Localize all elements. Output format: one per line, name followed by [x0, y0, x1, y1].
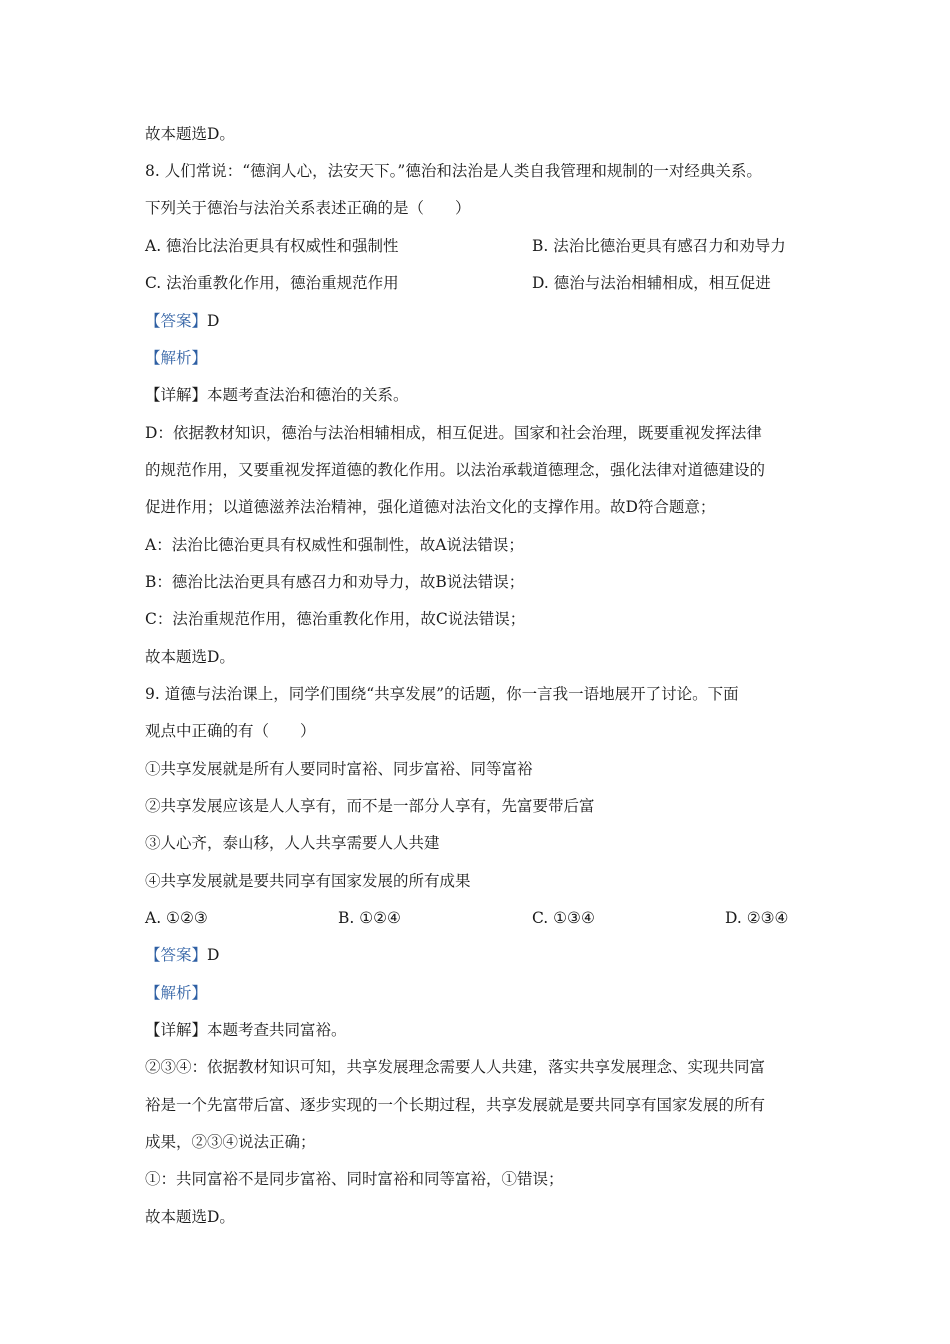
- q8-answer-value: D: [207, 312, 220, 330]
- q8-detail-line: D：依据教材知识，德治与法治相辅相成，相互促进。国家和社会治理，既要重视发挥法律: [145, 424, 762, 442]
- q8-detail-line: A：法治比德治更具有权威性和强制性，故A说法错误；: [145, 536, 524, 554]
- q9-statement-1: ①共享发展就是所有人要同时富裕、同步富裕、同等富裕: [145, 760, 533, 778]
- q9-answer-value: D: [207, 946, 220, 964]
- q8-stem-line1: 8. 人们常说：“德润人心，法安天下。”德治和法治是人类自我管理和规制的一对经典关系。: [145, 162, 762, 180]
- q9-detail: [145, 1020, 347, 1040]
- q8-detail-line: 的规范作用，又要重视发挥道德的教化作用。以法治承载道德理念，强化法律对道德建设的: [145, 461, 766, 479]
- q9-stem-line1: 9. 道德与法治课上，同学们围绕“共享发展”的话题，你一言我一语地展开了讨论。下面: [145, 685, 739, 703]
- q8-answer-tag: 【答案】: [145, 312, 208, 330]
- q8-option-d: D. 德治与法治相辅相成，相互促进: [532, 274, 771, 292]
- q8-option-a: A. 德治比法治更具有权威性和强制性: [145, 237, 399, 255]
- q8-analysis-label: 【解析】: [145, 349, 208, 367]
- q9-statement-3: ③人心齐，泰山移，人人共享需要人人共建: [145, 834, 440, 852]
- q9-answer-tag: 【答案】: [145, 946, 208, 964]
- q9-statement-4: ④共享发展就是要共同享有国家发展的所有成果: [145, 872, 471, 890]
- q9-detail-line: ②③④：依据教材知识可知，共享发展理念需要人人共建，落实共享发展理念、实现共同富: [145, 1058, 766, 1076]
- q8-option-c: C. 法治重教化作用，德治重规范作用: [145, 274, 399, 292]
- q8-detail-line: 促进作用；以道德滋养法治精神，强化道德对法治文化的支撑作用。故D符合题意；: [145, 498, 716, 516]
- q8-detail-line: B：德治比法治更具有感召力和劝导力，故B说法错误；: [145, 573, 525, 591]
- q9-analysis-tag: [145, 983, 207, 1003]
- q9-answer: [145, 945, 219, 965]
- q8-conclusion: 故本题选D。: [145, 648, 235, 666]
- q9-option-b: B. ①②④: [338, 909, 401, 927]
- q9-conclusion: 故本题选D。: [145, 1208, 235, 1226]
- q9-detail-line: 裕是一个先富带后富、逐步实现的一个长期过程，共享发展就是要共同享有国家发展的所有: [145, 1096, 766, 1114]
- q8-detail-intro: 本题考查法治和德治的关系。: [207, 386, 409, 404]
- q8-detail-tag: 【详解】: [145, 386, 208, 404]
- q8-stem-line2: 下列关于德治与法治关系表述正确的是（ ）: [145, 199, 471, 217]
- q8-detail-line: C：法治重规范作用，德治重教化作用，故C说法错误；: [145, 610, 526, 628]
- q9-option-a: A. ①②③: [145, 909, 208, 927]
- q8-option-b: B. 法治比德治更具有感召力和劝导力: [532, 237, 786, 255]
- q9-stem-line2: 观点中正确的有（ ）: [145, 722, 316, 740]
- q9-analysis-label: 【解析】: [145, 984, 208, 1002]
- q9-statement-2: ②共享发展应该是人人享有，而不是一部分人享有，先富要带后富: [145, 797, 595, 815]
- q9-detail-line: ①：共同富裕不是同步富裕、同时富裕和同等富裕，①错误；: [145, 1170, 564, 1188]
- q9-detail-tag: 【详解】: [145, 1021, 208, 1039]
- q8-answer: [145, 311, 219, 331]
- q9-option-d: D. ②③④: [725, 909, 789, 927]
- q8-detail: [145, 385, 409, 405]
- q9-detail-intro: 本题考查共同富裕。: [207, 1021, 347, 1039]
- q9-option-c: C. ①③④: [532, 909, 595, 927]
- q8-analysis-tag: [145, 348, 207, 368]
- q9-detail-line: 成果，②③④说法正确；: [145, 1133, 316, 1151]
- q7-conclusion: 故本题选D。: [145, 125, 235, 143]
